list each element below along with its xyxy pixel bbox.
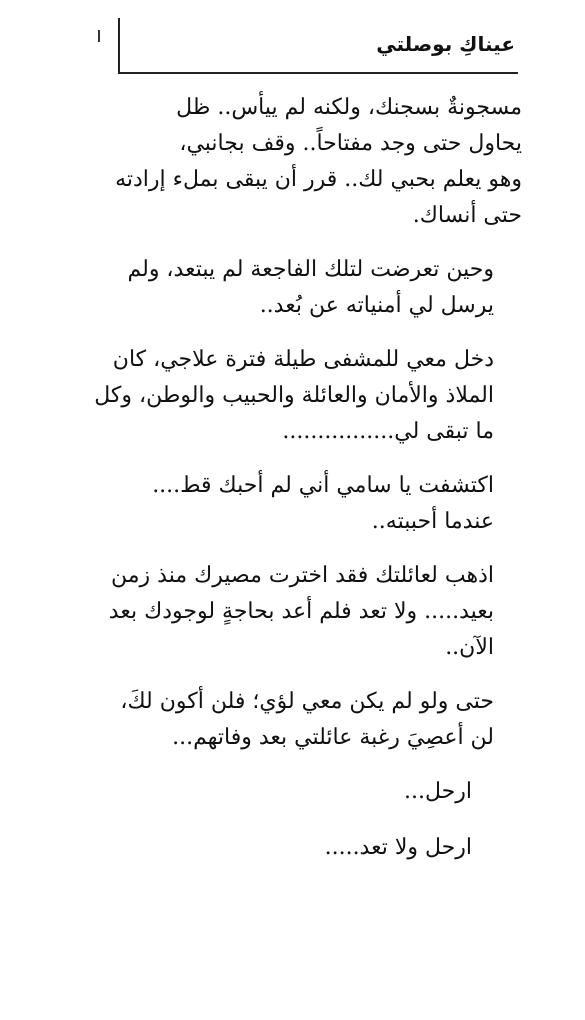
text-line: حتى أنساك.: [412, 203, 522, 228]
text-line: اذهب لعائلتك فقد اخترت مصيرك منذ زمن: [111, 563, 494, 588]
paragraph: [30, 252, 522, 324]
header-vertical-rule: [118, 18, 120, 74]
paragraph: [30, 684, 522, 756]
closing-line: ارحل...: [404, 779, 472, 804]
paragraph: [30, 558, 522, 666]
text-line: دخل معي للمشفى طيلة فترة علاجي، كان: [112, 347, 494, 372]
text-line: الآن..: [445, 635, 494, 660]
text-line: لن أعصِيَ رغبة عائلتي بعد وفاتهم...: [172, 725, 494, 750]
book-title: عيناكِ بوصلتي: [376, 32, 515, 56]
text-line: وحين تعرضت لتلك الفاجعة لم يبتعد، ولم: [127, 257, 494, 282]
text-line: عندما أحببته..: [371, 509, 494, 534]
paragraph: [30, 468, 522, 540]
text-line: يحاول حتى وجد مفتاحاً.. وقف بجانبي،: [179, 131, 522, 156]
text-line: بعيد..... ولا تعد فلم أعد بحاجةٍ لوجودك بعد: [108, 599, 494, 624]
paragraph: [30, 90, 522, 234]
page-mark: [98, 30, 100, 42]
header-horizontal-rule: [118, 72, 518, 74]
text-line: وهو يعلم بحبي لك.. قرر أن يبقى بملء إرادته: [115, 167, 522, 192]
page-header: [0, 0, 585, 80]
closing-line: ارحل ولا تعد.....: [324, 835, 472, 860]
text-line: مسجونةٌ بسجنك، ولكنه لم ييأس.. ظل: [176, 95, 522, 120]
text-line: يرسل لي أمنياته عن بُعد..: [259, 293, 494, 318]
text-line: اكتشفت يا سامي أني لم أحبك قط....: [152, 473, 494, 498]
paragraph: [30, 342, 522, 450]
text-line: حتى ولو لم يكن معي لؤي؛ فلن أكون لكَ،: [120, 689, 494, 714]
page-body: [30, 90, 522, 886]
text-line: ما تبقى لي................: [282, 419, 494, 444]
text-line: الملاذ والأمان والعائلة والحبيب والوطن، وكل: [94, 383, 494, 408]
